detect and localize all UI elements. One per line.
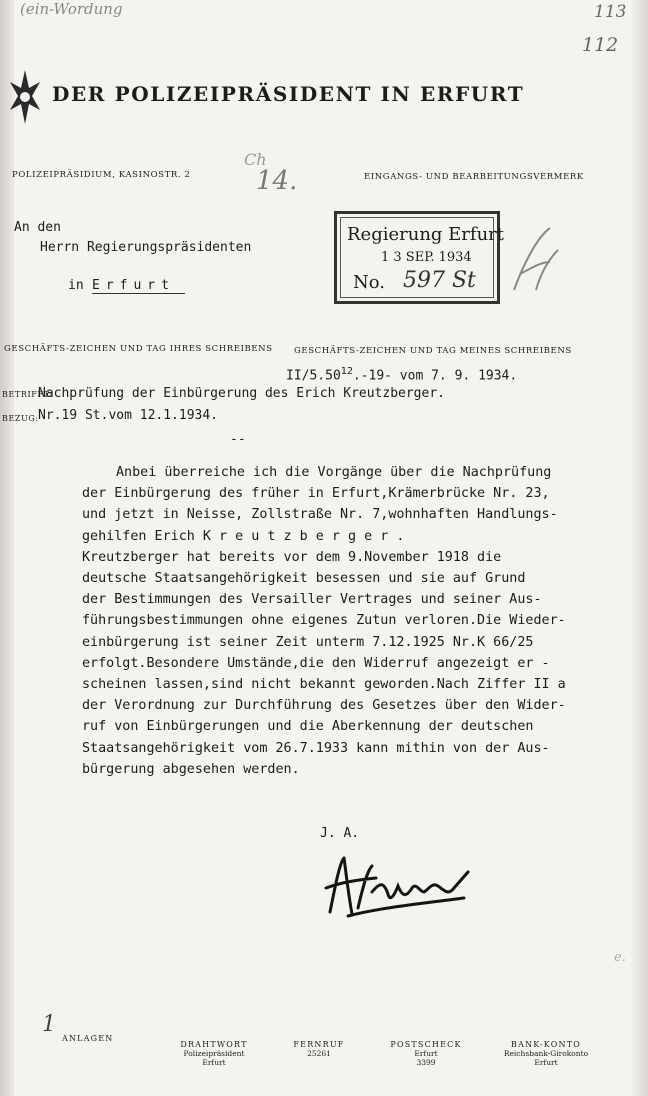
footer-bank: BANK-KONTO Reichsbank-Girokonto Erfurt [503,1040,589,1067]
stamp-date: 1 3 SEP. 1934 [381,250,472,265]
body-line: Kreutzberger hat bereits vor dem 9.November 1918 die [82,549,502,565]
receipt-stamp [334,211,505,304]
their-reference-label: GESCHÄFTS-ZEICHEN UND TAG IHRES SCHREIBENS [4,344,273,354]
my-reference-label: GESCHÄFTS-ZEICHEN UND TAG MEINES SCHREIBENS [294,346,572,356]
folio-number-2: 112 [582,34,619,56]
footer-drahtwort: DRAHTWORT Polizeipräsident Erfurt [180,1040,248,1067]
body-line: Staatsangehörigkeit vom 26.7.1933 kann mithin von der Aus- [82,740,550,756]
pencil-number-bottom: 1 [42,1012,56,1037]
reference-text: Nr.19 St.vom 12.1.1934. [38,408,219,423]
subject-text: Nachprüfung der Einbürgerung des Erich Kreutzberger. [38,386,445,401]
marginal-initials-1: Ch [244,150,267,169]
body-line: führungsbestimmungen ohne eigenes Zutun verloren.Die Wieder- [82,613,566,629]
letterhead-address: POLIZEIPRÄSIDIUM, KASINOSTR. 2 [12,170,191,180]
body-line: deutsche Staatsangehörigkeit besessen und sie auf Grund [82,571,526,587]
body-line: gehilfen Erich K r e u t z b e r g e r . [82,528,405,544]
body-line: erfolgt.Besondere Umstände,die den Widerruf angezeigt er - [82,655,550,671]
folio-number-1: 113 [594,2,627,22]
body-line: der Bestimmungen des Versailler Vertrages und seiner Aus- [82,592,542,608]
body-line: der Einbürgerung des früher in Erfurt,Krämerbrücke Nr. 23, [82,486,550,502]
separator: -- [230,432,246,447]
footer-fernruf: FERNRUF 25261 [293,1040,345,1058]
my-reference: II/5.50$^{12}$.-19- vom 7. 9. 1934. [286,366,518,384]
letter-body [82,462,636,780]
reference-label: BEZUG: [2,414,39,423]
closing-ja: J. A. [320,826,360,841]
marginal-initials-2: 14. [256,166,298,196]
recipient-city: Erfurt [92,278,185,294]
pencil-note-top: (ein-Wordung [20,0,123,18]
body-line: der Verordnung zur Durchführung des Gesetzes über den Wider- [82,698,566,714]
stamp-no-value: 597 St [403,268,476,293]
letterhead-title: DER POLIZEIPRÄSIDENT IN ERFURT [52,82,525,106]
anlagen-label: ANLAGEN [62,1034,114,1043]
signature [318,852,478,926]
stamp-authority: Regierung Erfurt [347,224,505,245]
stamp-initials-mark [506,224,566,298]
body-line: scheinen lassen,sind nicht bekannt geworden.Nach Ziffer II a [82,677,566,693]
receipt-note-label: EINGANGS- UND BEARBEITUNGSVERMERK [364,172,584,182]
police-star-icon [8,68,42,126]
body-line: ruf von Einbürgerungen und die Aberkennung der deutschen [82,719,534,735]
body-line: und jetzt in Neisse, Zollstraße Nr. 7,wohnhaften Handlungs- [82,507,558,523]
stamp-no-label: No. [353,272,385,293]
body-line: Anbei überreiche ich die Vorgänge über die Nachprüfung [116,465,552,480]
recipient-line-1: An den [14,220,61,235]
body-line: einbürgerung ist seiner Zeit unterm 7.12.1925 Nr.K 66/25 [82,634,534,650]
recipient-prefix: in [68,278,84,293]
margin-pencil-mark: e. [614,950,626,965]
subject-label: BETRIFFT: [2,390,53,399]
left-page-edge [0,0,14,1096]
recipient-line-2: Herrn Regierungspräsidenten [40,240,252,255]
body-line: bürgerung abgesehen werden. [82,761,300,777]
footer-postscheck: POSTSCHECK Erfurt 3399 [390,1040,462,1067]
